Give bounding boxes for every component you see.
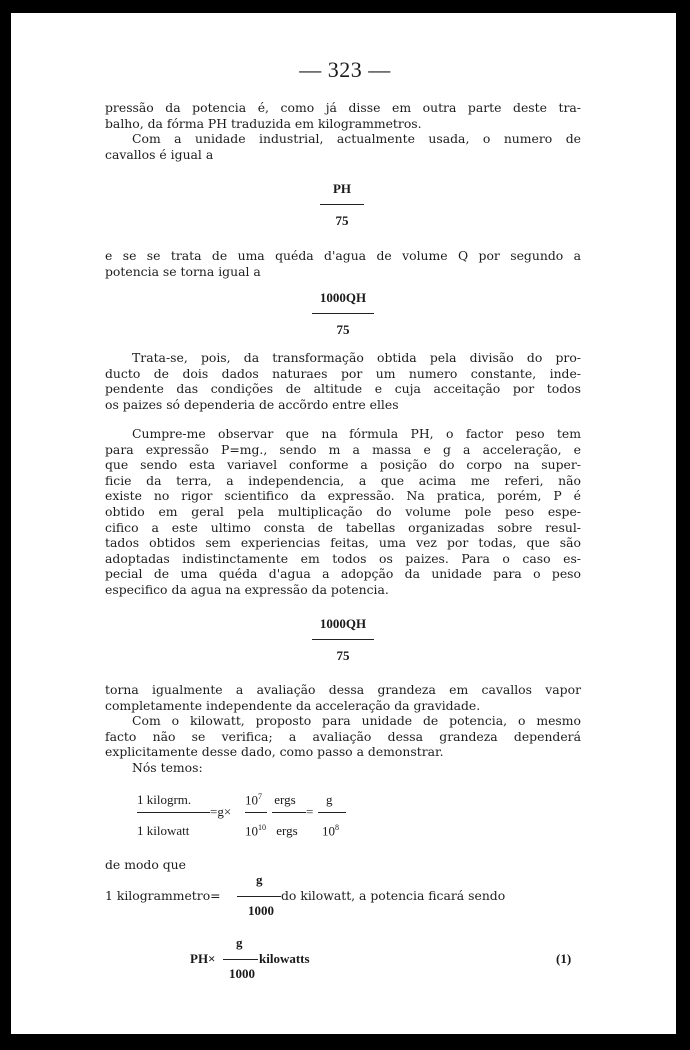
text-line: pendente das condições de altitude e cuja acceitação por todos — [105, 381, 581, 397]
text-line: e se se trata de uma quéda d'agua de volume Q por segundo a — [105, 248, 581, 263]
numerator: 1000QH — [319, 616, 367, 631]
paragraph-9 — [105, 857, 581, 873]
exponent: 7 — [258, 792, 262, 801]
exponent: 10 — [258, 823, 266, 832]
fraction-bar — [312, 639, 374, 640]
paragraph-6 — [105, 682, 581, 713]
text-line: pecial de uma quéda d'agua a adopção da unidade para o peso — [105, 566, 581, 582]
numerator-c: g — [326, 792, 333, 807]
fraction-bar — [245, 812, 267, 813]
fraction-bar — [137, 812, 210, 813]
numerator: g — [236, 935, 243, 950]
text-line: para expressão P=mg., sendo m a massa e g a acceleração, e — [105, 441, 581, 457]
denominator: 75 — [335, 213, 349, 228]
text-line: obtido em geral pela multiplicação do volume pole peso espe- — [105, 503, 581, 519]
equals-g-times: =g× — [210, 804, 232, 819]
paragraph-1 — [105, 100, 581, 131]
paragraph-4 — [105, 350, 581, 412]
base: 10 — [245, 823, 258, 839]
fraction-bar — [223, 959, 258, 960]
fraction-bar — [272, 812, 306, 813]
paragraph-5 — [105, 426, 581, 598]
text-line: os paizes só dependeria de accõrdo entre elles — [105, 396, 399, 412]
text-line: de modo que — [105, 857, 186, 872]
text-line: ficie da terra, a independencia, a que acima me referi, não — [105, 472, 581, 488]
fraction-bar — [312, 313, 374, 314]
unit: ergs — [274, 792, 296, 808]
text-line: que sendo esta variavel conforme a posição do corpo na super- — [105, 457, 581, 473]
text-line: especifico da agua na expressão da potencia. — [105, 581, 389, 597]
equation-right: kilowatts — [259, 951, 310, 966]
text-line: balho, da fórma PH traduzida em kilogrammetros. — [105, 115, 422, 131]
fraction-1000qh-over-75-b — [310, 616, 376, 664]
equation-right — [281, 888, 505, 904]
denominator: 75 — [336, 648, 350, 663]
numerator-b — [245, 792, 296, 808]
base: 10 — [245, 792, 258, 808]
text-line: adoptadas indistinctamente em todos os paizes. Para o caso es- — [105, 550, 581, 566]
text-line: completamente independente da acceleração da gravidade. — [105, 697, 481, 713]
text-line: Cumpre-me observar que na fórmula PH, o factor peso tem — [132, 426, 581, 441]
numerator: PH — [332, 181, 352, 196]
numerator: g — [256, 872, 263, 887]
equation-left: PH× — [190, 951, 216, 966]
text-line: tados obtidos sem experiencias feitas, uma vez por todas, que são — [105, 535, 581, 551]
denominator-c — [322, 823, 339, 839]
text-line: Nós temos: — [132, 760, 203, 775]
text-line: do kilowatt, a potencia ficará sendo — [281, 888, 506, 903]
text-line: potencia se torna igual a — [105, 263, 261, 279]
paragraph-2 — [105, 131, 581, 162]
paragraph-8 — [105, 760, 581, 776]
equals: = — [306, 804, 314, 819]
text-line: ducto de dois dados naturaes por um numero constante, inde- — [105, 365, 581, 381]
numerator: 1000QH — [319, 290, 367, 305]
equation-left — [105, 888, 221, 904]
denominator-a: 1 kilowatt — [137, 823, 190, 838]
text-line: Com a unidade industrial, actualmente usada, o numero de — [132, 131, 581, 146]
denominator: 75 — [336, 322, 350, 337]
fraction-1000qh-over-75 — [310, 290, 376, 338]
text-line: facto não se verifica; a avaliação dessa grandeza dependerá — [105, 728, 581, 744]
fraction-ph-over-75 — [318, 181, 366, 229]
fraction-bar — [237, 896, 281, 897]
base: 10 — [322, 823, 335, 839]
text-line: cifico a este ultimo consta de tabellas organizadas sobre resul- — [105, 519, 581, 535]
denominator: 1000 — [248, 903, 274, 918]
text-line: cavallos é igual a — [105, 146, 214, 162]
text-line: pressão da potencia é, como já disse em outra parte deste tra- — [105, 100, 581, 115]
equation-label: (1) — [556, 951, 572, 966]
denominator-b — [245, 823, 298, 839]
text-line: 1 kilogrammetro= — [105, 888, 221, 903]
text-line: explicitamente desse dado, como passo a demonstrar. — [105, 744, 444, 760]
page-number: — 323 — — [299, 57, 391, 82]
text-line: existe no rigor scientifico da expressão. Na pratica, porém, P é — [105, 488, 581, 504]
text-line: Com o kilowatt, proposto para unidade de potencia, o mesmo — [132, 713, 581, 728]
text-line: Trata-se, pois, da transformação obtida pela divisão do pro- — [132, 350, 581, 365]
numerator-a: 1 kilogrm. — [137, 792, 192, 807]
text-line: torna igualmente a avaliação dessa grandeza em cavallos vapor — [105, 682, 581, 697]
exponent: 8 — [335, 823, 339, 832]
unit: ergs — [276, 823, 298, 839]
fraction-bar — [320, 204, 364, 205]
paragraph-7 — [105, 713, 581, 760]
paragraph-3 — [105, 248, 581, 279]
fraction-bar — [318, 812, 346, 813]
denominator: 1000 — [229, 966, 255, 981]
